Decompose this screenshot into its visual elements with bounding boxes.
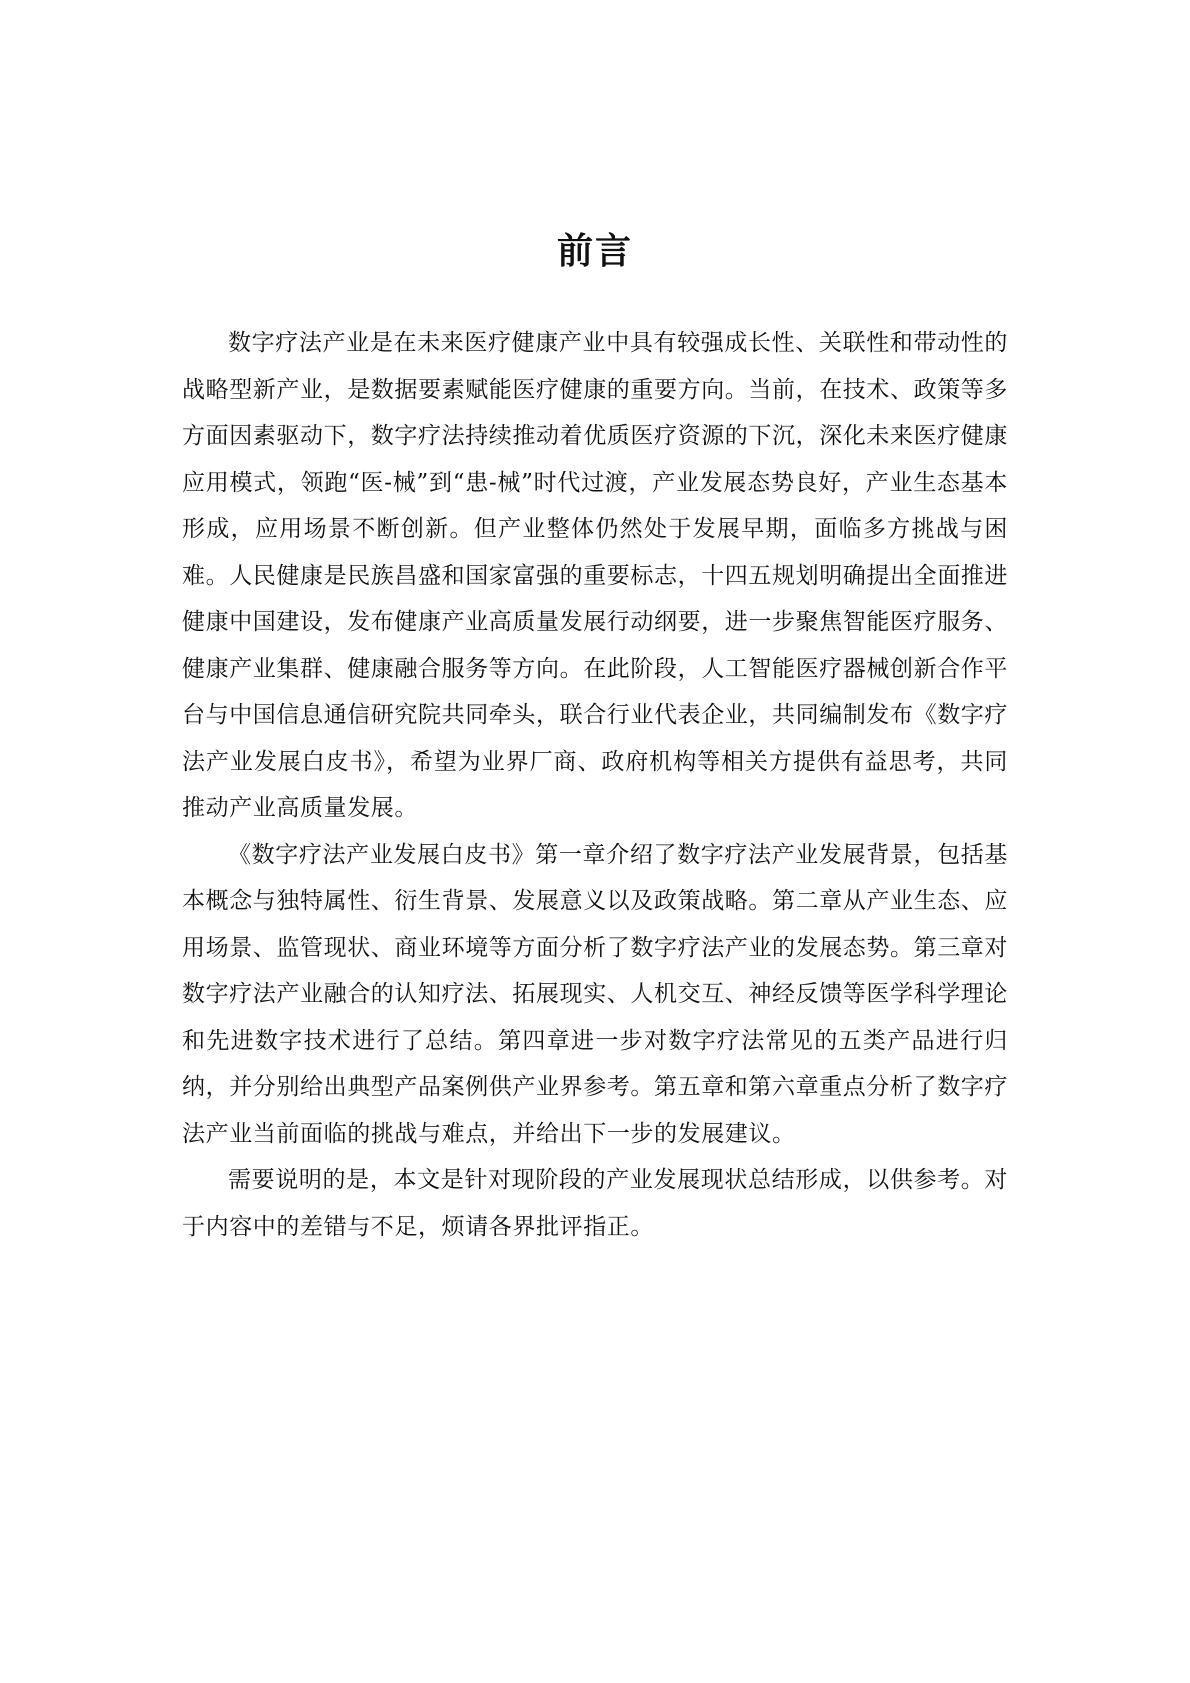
document-body	[182, 320, 1008, 1250]
paragraph-intro: 数字疗法产业是在未来医疗健康产业中具有较强成长性、关联性和带动性的战略型新产业，是数据要素赋能医疗健康的重要方向。当前，在技术、政策等多方面因素驱动下，数字疗法持续推动着优质医疗资源的下沉，深化未来医疗健康应用模式，领跑“医-械”到“患-械”时代过渡，产业发展态势良好，产业生态基本形成，应用场景不断创新。但产业整体仍然处于发展早期，面临多方挑战与困难。人民健康是民族昌盛和国家富强的重要标志，十四五规划明确提出全面推进健康中国建设，发布健康产业高质量发展行动纲要，进一步聚焦智能医疗服务、健康产业集群、健康融合服务等方向。在此阶段，人工智能医疗器械创新合作平台与中国信息通信研究院共同牵头，联合行业代表企业，共同编制发布《数字疗法产业发展白皮书》，希望为业界厂商、政府机构等相关方提供有益思考，共同推动产业高质量发展。	[182, 330, 1008, 821]
page-title: 前言	[556, 231, 633, 272]
paragraph-disclaimer: 需要说明的是，本文是针对现阶段的产业发展现状总结形成，以供参考。对于内容中的差错与不足，烦请各界批评指正。	[182, 1167, 1008, 1240]
paragraph-chapter-summary: 《数字疗法产业发展白皮书》第一章介绍了数字疗法产业发展背景，包括基本概念与独特属性、衍生背景、发展意义以及政策战略。第二章从产业生态、应用场景、监管现状、商业环境等方面分析了数字疗法产业的发展态势。第三章对数字疗法产业融合的认知疗法、拓展现实、人机交互、神经反馈等医学科学理论和先进数字技术进行了总结。第四章进一步对数字疗法常见的五类产品进行归纳，并分别给出典型产品案例供产业界参考。第五章和第六章重点分析了数字疗法产业当前面临的挑战与难点，并给出下一步的发展建议。	[182, 841, 1008, 1147]
